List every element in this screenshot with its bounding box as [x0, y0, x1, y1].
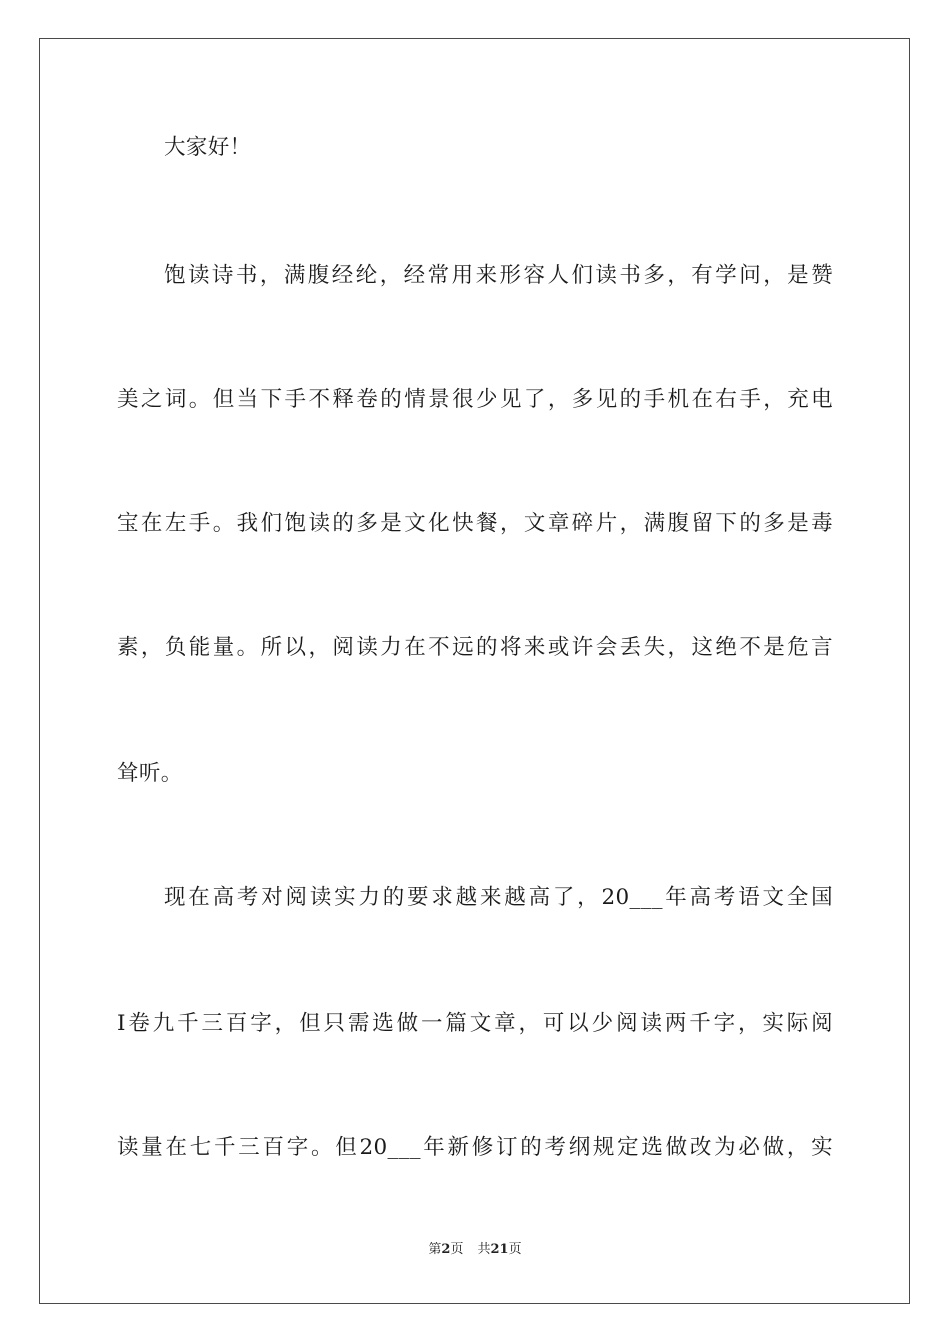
page-footer — [0, 1240, 950, 1260]
paragraph-2-line-2: Ⅰ卷九千三百字，但只需选做一篇文章，可以少阅读两千字，实际阅 — [117, 1011, 833, 1036]
paragraph-1-line-4: 素，负能量。所以，阅读力在不远的将来或许会丢失，这绝不是危言 — [117, 635, 833, 660]
page-border — [39, 38, 910, 1304]
paragraph-1-line-3: 宝在左手。我们饱读的多是文化快餐，文章碎片，满腹留下的多是毒 — [117, 511, 833, 536]
total-suffix: 页 — [508, 1242, 522, 1257]
paragraph-1-line-1: 饱读诗书，满腹经纶，经常用来形容人们读书多，有学问，是赞 — [164, 263, 833, 288]
page-suffix: 页 — [450, 1242, 464, 1257]
greeting-line: 大家好！ — [164, 135, 252, 160]
paragraph-1-line-5: 耸听。 — [117, 761, 183, 786]
page-prefix: 第 — [428, 1242, 442, 1257]
paragraph-2-line-3: 读量在七千三百字。但20___年新修订的考纲规定选做改为必做，实 — [117, 1135, 833, 1160]
paragraph-1-line-2: 美之词。但当下手不释卷的情景很少见了，多见的手机在右手，充电 — [117, 387, 833, 412]
paragraph-2-line-1: 现在高考对阅读实力的要求越来越高了，20___年高考语文全国 — [164, 885, 833, 910]
page-number: 2 — [441, 1242, 451, 1257]
total-pages: 21 — [490, 1242, 509, 1257]
total-prefix: 共 — [477, 1242, 491, 1257]
